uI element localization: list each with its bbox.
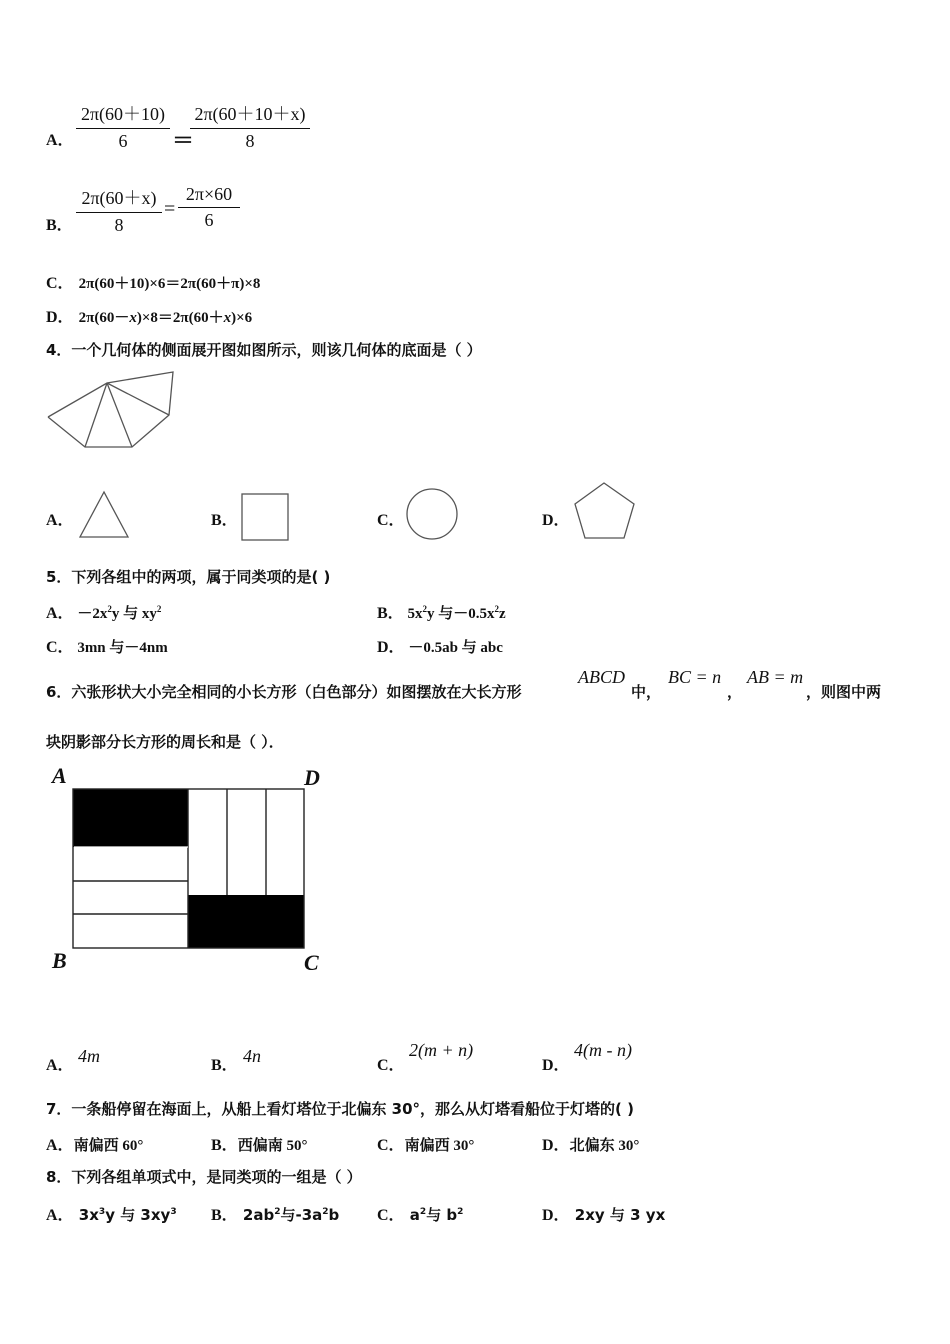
exponent: 2	[107, 604, 112, 614]
option-label: A．	[46, 1207, 74, 1224]
q8-option-d	[542, 1202, 665, 1225]
option-text: 南偏西 60°	[73, 1138, 144, 1154]
option-text-part: 5x	[407, 606, 423, 622]
variable-x: x	[223, 310, 232, 326]
option-label: D．	[542, 1137, 570, 1154]
q6-stem-part1: 6．六张形状大小完全相同的小长方形（白色部分）如图摆放在大长方形	[46, 683, 522, 701]
option-text-part: 3x	[78, 1206, 99, 1224]
q6-bc-expression: BC = n	[668, 667, 722, 687]
option-value: 4(m - n)	[574, 1040, 632, 1060]
option-label: B．	[211, 1207, 238, 1224]
q8-option-a	[46, 1202, 177, 1225]
option-text-part: 2ab	[242, 1206, 275, 1224]
exponent: 2	[322, 1207, 329, 1217]
option-text: 西偏南 50°	[237, 1138, 308, 1154]
option-text-part: b	[328, 1206, 340, 1224]
option-label: C．	[46, 275, 74, 292]
exponent: 2	[422, 604, 427, 614]
q4-stem: 4．一个几何体的侧面展开图如图所示，则该几何体的底面是（ ）	[46, 341, 482, 359]
option-label: B．	[46, 217, 73, 234]
option-text: 2xy 与 3 yx	[574, 1206, 666, 1224]
option-label: B．	[377, 605, 404, 622]
numerator: 2π(60＋10＋x)	[194, 104, 306, 124]
variable-x: x	[129, 310, 137, 326]
option-label: A．	[46, 132, 74, 149]
q4-option-d-label: D．	[542, 512, 570, 529]
denominator: 6	[204, 210, 214, 230]
option-label: C．	[377, 1057, 405, 1074]
exponent: 2	[494, 604, 499, 614]
q7-stem: 7．一条船停留在海面上，从船上看灯塔位于北偏东 30°，那么从灯塔看船位于灯塔的( )	[46, 1100, 634, 1118]
option-text-part: －2x	[77, 606, 108, 622]
option-text-part: a	[409, 1206, 420, 1224]
exponent: 2	[274, 1207, 281, 1217]
option-value: 2(m + n)	[409, 1040, 474, 1060]
numerator: 2π×60	[185, 184, 233, 204]
option-text: 南偏西 30°	[404, 1138, 475, 1154]
option-label: B．	[211, 1137, 238, 1154]
q6-ab-expression: AB = m	[747, 667, 804, 687]
q7-option-b	[211, 1132, 307, 1155]
option-text: 2π(60＋10)×6＝2π(60＋π)×8	[78, 276, 261, 292]
shaded-rectangle-top-left	[73, 789, 188, 847]
q4-option-a-label: A．	[46, 512, 74, 529]
q7-option-d	[542, 1132, 639, 1155]
option-label: C．	[46, 639, 74, 656]
q5-stem: 5．下列各组中的两项，属于同类项的是( )	[46, 568, 331, 586]
point-label-d: D	[304, 765, 320, 790]
q8-option-b	[211, 1202, 339, 1225]
option-value: 4m	[78, 1046, 100, 1066]
q4-option-c-label: C．	[377, 512, 405, 529]
q7-option-a	[46, 1132, 143, 1155]
option-text-part: )×8＝2π(60＋	[136, 310, 224, 326]
q8-option-c	[377, 1202, 463, 1225]
exponent: 3	[98, 1207, 106, 1217]
option-label: D．	[542, 1057, 570, 1074]
option-text-part: 2π(60－	[78, 310, 130, 326]
option-text-part: y 与 xy	[111, 606, 157, 622]
option-text: 3mn 与－4nm	[77, 640, 168, 656]
option-label: C．	[377, 1137, 405, 1154]
option-value: 4n	[243, 1046, 261, 1066]
q8-stem: 8．下列各组单项式中，是同类项的一组是（ ）	[46, 1168, 362, 1186]
option-text-part: 与 b	[426, 1206, 458, 1224]
shaded-rectangle-bottom-right	[188, 895, 304, 948]
option-text: －0.5ab 与 abc	[408, 640, 503, 656]
denominator: 8	[245, 131, 255, 151]
option-text-part: z	[498, 606, 506, 622]
exponent: 2	[457, 1207, 464, 1217]
q6-stem-mid: 中，	[631, 683, 662, 701]
q7-option-c	[377, 1132, 474, 1155]
exponent: 2	[156, 604, 162, 614]
denominator: 6	[118, 131, 128, 151]
option-label: D．	[377, 639, 405, 656]
numerator: 2π(60＋10)	[80, 104, 166, 124]
option-text: 北偏东 30°	[569, 1138, 640, 1154]
option-label: A．	[46, 605, 74, 622]
option-label: D．	[542, 1207, 570, 1224]
equals-sign: ＝	[172, 128, 195, 153]
equals-sign: =	[164, 198, 176, 220]
denominator: 8	[114, 215, 124, 235]
q6-rect-name: ABCD	[578, 667, 625, 687]
option-text-part: y 与－0.5x	[426, 606, 495, 622]
point-label-c: C	[304, 950, 319, 975]
q6-comma: ，	[727, 683, 743, 701]
q6-stem-line2: 块阴影部分长方形的周长和是（ ）．	[46, 733, 284, 751]
exponent: 2	[419, 1207, 427, 1217]
option-label: A．	[46, 1137, 74, 1154]
option-label: A．	[46, 1057, 74, 1074]
option-label: D．	[46, 309, 74, 326]
point-label-a: A	[52, 763, 67, 788]
numerator: 2π(60＋x)	[81, 188, 157, 208]
option-text-part: )×6	[231, 310, 253, 326]
option-text-part: y 与 3xy	[105, 1206, 171, 1224]
point-label-b: B	[52, 948, 67, 973]
q6-stem-part2: ，则图中两	[806, 683, 882, 701]
option-text-part: 与-3a	[280, 1206, 323, 1224]
exponent: 3	[170, 1207, 177, 1217]
option-label: B．	[211, 1057, 238, 1074]
option-label: C．	[377, 1207, 405, 1224]
q4-option-b-label: B．	[211, 512, 238, 529]
